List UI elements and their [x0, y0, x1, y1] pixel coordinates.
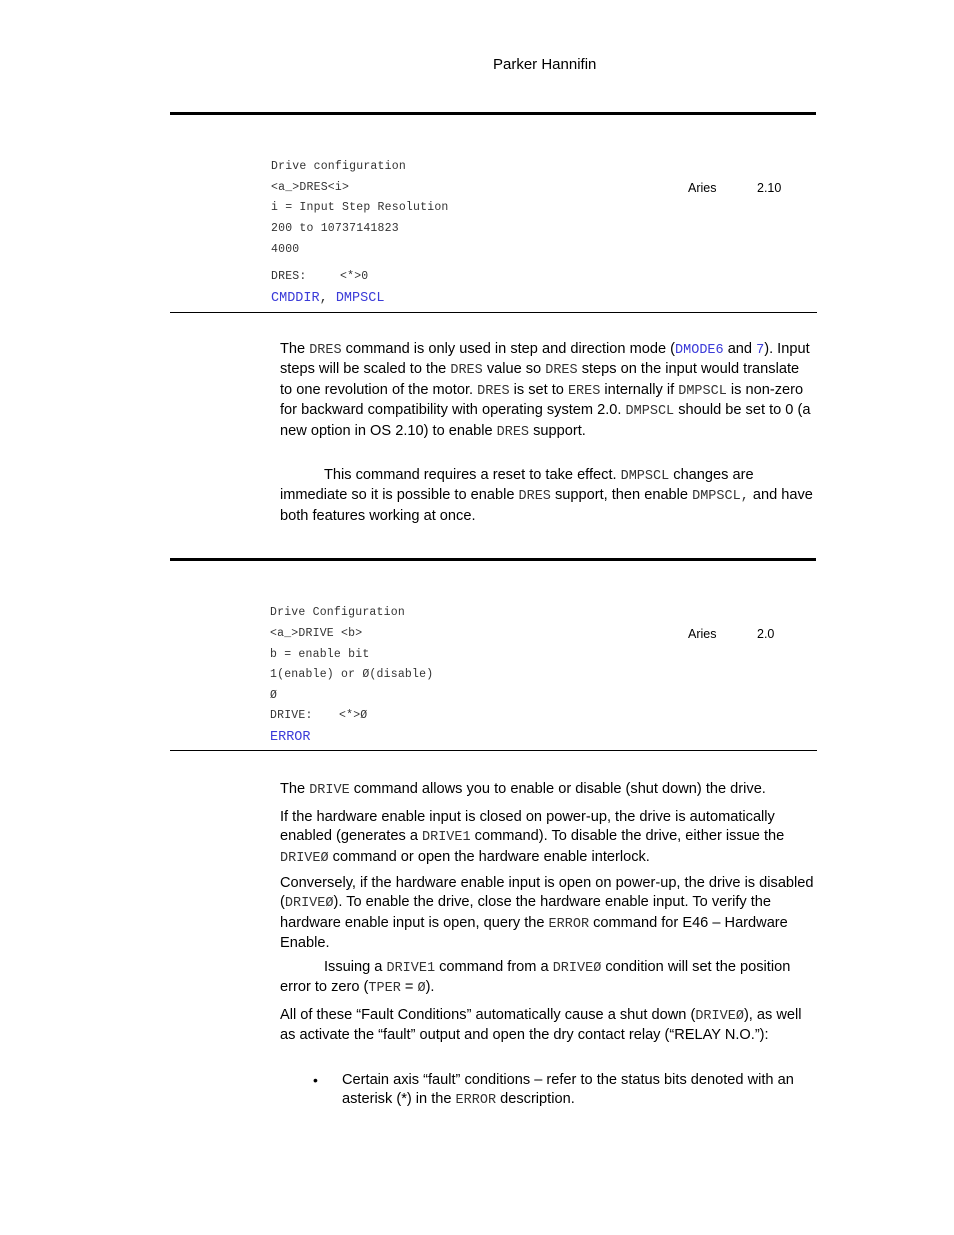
code: DRES — [496, 424, 530, 440]
text: command or open the hardware enable interlock. — [328, 848, 650, 865]
dres-range: 200 to 10737141823 — [271, 222, 399, 235]
drive-response-value: <*>Ø — [339, 709, 368, 722]
text: ). — [425, 979, 435, 996]
text: Issuing a — [324, 959, 387, 975]
page-header-company: Parker Hannifin — [493, 56, 597, 73]
text: If the hardware enable input is closed on power-up, the drive is automatically enabled (generates a — [280, 809, 775, 845]
text: Certain axis “fault” conditions – refer to the status bits denoted with an asterisk (*) in the — [342, 1072, 794, 1108]
code: DMPSCL, — [692, 489, 749, 505]
code: ERES — [567, 383, 601, 399]
text: command for E46 – Hardware Enable. — [280, 914, 788, 952]
dres-units: i = Input Step Resolution — [271, 201, 449, 214]
code: DRIVEØ — [284, 896, 334, 912]
drive-description-1 — [280, 780, 815, 800]
drive-product: Aries — [688, 627, 717, 641]
code: DMPSCL — [678, 383, 727, 399]
drive-units: b = enable bit — [270, 648, 370, 661]
text: command is only used in step and direction mode ( — [341, 341, 676, 357]
text: internally if — [600, 381, 679, 398]
drive-type: Drive Configuration — [270, 606, 405, 619]
code: DRIVE1 — [386, 961, 436, 976]
code: DRES — [309, 343, 342, 358]
text: is set to — [509, 381, 568, 398]
code: DRES — [450, 363, 483, 379]
code: Ø — [417, 981, 426, 997]
text: description. — [496, 1091, 575, 1108]
code: DRES — [477, 383, 510, 399]
text: command allows you to enable or disable (shut down) the drive. — [349, 781, 766, 797]
dres-description-1 — [280, 340, 815, 442]
dres-response-label: DRES: — [271, 270, 307, 283]
dmode6-link[interactable]: DMODE6 — [675, 343, 724, 358]
drive-default: Ø — [270, 689, 278, 702]
text: command). To disable the drive, either issue the — [470, 828, 785, 845]
text: command from a — [435, 959, 553, 975]
section-divider — [170, 558, 816, 561]
code: DMPSCL — [620, 469, 670, 484]
dmode7-link[interactable]: 7 — [756, 343, 765, 358]
drive-range: 1(enable) or Ø(disable) — [270, 668, 434, 681]
code: DRIVE — [309, 783, 350, 798]
text: value so — [482, 361, 546, 378]
dres-response-value: <*>0 — [340, 270, 369, 283]
code: DMPSCL — [625, 404, 675, 420]
cmddir-link[interactable]: CMDDIR — [271, 291, 320, 306]
dres-rev: 2.10 — [757, 181, 782, 195]
text: and have both features working at once. — [280, 487, 813, 524]
text: The — [280, 781, 310, 797]
section-divider — [170, 112, 816, 115]
text: condition will set the position error to zero ( — [280, 959, 791, 996]
code: DRIVEØ — [552, 961, 602, 976]
drive-bullet-item — [342, 1071, 812, 1111]
text: is non-zero for backward compatibility with operating system 2.0. — [280, 381, 804, 419]
see-also-separator: , — [319, 291, 336, 306]
code: ERROR — [548, 916, 590, 932]
code: ERROR — [455, 1093, 497, 1109]
code: DRES — [545, 363, 578, 379]
code: DRIVEØ — [280, 850, 329, 866]
drive-description-5 — [280, 1006, 815, 1046]
drive-syntax: <a_>DRIVE <b> — [270, 627, 363, 640]
text: Conversely, if the hardware enable input is open on power-up, the drive is disabled ( — [280, 875, 814, 911]
text: This command requires a reset to take effect. — [324, 467, 621, 483]
code: DRIVE1 — [422, 830, 471, 846]
text: The — [280, 341, 310, 357]
text: should be set to 0 (a new option in OS 2.10) to enable — [280, 402, 811, 439]
dres-default: 4000 — [271, 243, 300, 256]
drive-rev: 2.0 — [757, 627, 775, 641]
dres-syntax: <a_>DRES<i> — [271, 181, 350, 194]
command-divider — [170, 312, 817, 313]
text: support. — [529, 422, 586, 439]
drive-response-label: DRIVE: — [270, 709, 313, 722]
code: DRIVEØ — [695, 1009, 744, 1024]
command-divider — [170, 750, 817, 751]
text: steps on the input would translate to one revolution of the motor. — [280, 361, 800, 398]
dmpscl-link[interactable]: DMPSCL — [335, 291, 385, 306]
text: = — [400, 979, 418, 996]
dres-product: Aries — [688, 181, 717, 195]
text: ). Input steps will be scaled to the — [280, 341, 810, 378]
dres-see-also — [271, 291, 384, 306]
drive-description-2 — [280, 808, 815, 868]
error-link[interactable]: ERROR — [270, 730, 311, 745]
text: and — [727, 341, 757, 357]
code: TPER — [368, 981, 401, 997]
text: ), as well as activate the “fault” output and open the dry contact relay (“RELAY N.O.”): — [280, 1007, 802, 1044]
text: All of these “Fault Conditions” automatically cause a shut down ( — [280, 1007, 696, 1023]
text: changes are immediate so it is possible to enable — [280, 467, 754, 504]
dres-type: Drive configuration — [271, 160, 406, 173]
dres-description-2 — [280, 466, 815, 526]
text: ). To enable the drive, close the hardware enable input. To verify the hardware enable input is open, query the — [280, 894, 772, 931]
drive-description-3 — [280, 874, 815, 954]
text: support, then enable — [550, 487, 693, 504]
drive-description-4 — [280, 958, 815, 999]
code: DRES — [518, 489, 551, 505]
bullet-icon: • — [313, 1072, 318, 1088]
